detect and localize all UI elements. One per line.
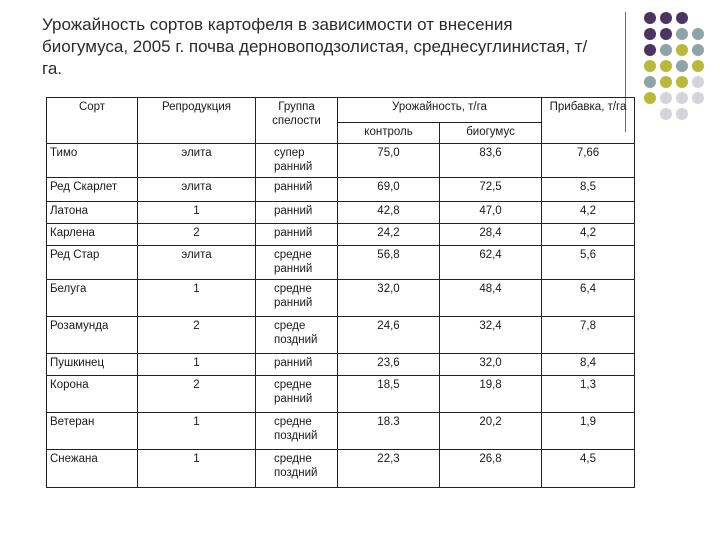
table-row: [47, 317, 635, 354]
cell-variety: Тимо: [47, 144, 138, 178]
dot: [644, 12, 656, 24]
dot: [692, 76, 704, 88]
dot: [692, 92, 704, 104]
cell-maturity: средне поздний: [256, 413, 338, 450]
table-row: [47, 450, 635, 488]
cell-maturity: ранний: [256, 354, 338, 376]
cell-reproduction: элита: [138, 246, 256, 280]
cell-biohumus: 32,0: [440, 354, 542, 376]
header-maturity-group: Группа спелости: [256, 98, 338, 144]
cell-maturity: среде поздний: [256, 317, 338, 354]
dot: [660, 12, 672, 24]
table-row: [47, 376, 635, 413]
page-title: Урожайность сортов картофеля в зависимости от внесения биогумуса, 2005 г. почва дерновоподзолистая, среднесуглинистая, т/га.: [42, 15, 588, 78]
cell-reproduction: 1: [138, 202, 256, 224]
dot: [644, 60, 656, 72]
cell-variety: Снежана: [47, 450, 138, 488]
dot: [660, 108, 672, 120]
dot: [676, 76, 688, 88]
header-reproduction: Репродукция: [138, 98, 256, 144]
dot: [660, 92, 672, 104]
cell-control: 32,0: [338, 280, 440, 317]
cell-biohumus: 47,0: [440, 202, 542, 224]
yield-table: [46, 97, 635, 488]
cell-biohumus: 19,8: [440, 376, 542, 413]
cell-variety: Карлена: [47, 224, 138, 246]
dot: [692, 44, 704, 56]
cell-increase: 4,2: [542, 224, 635, 246]
cell-reproduction: 2: [138, 376, 256, 413]
dot: [692, 28, 704, 40]
cell-increase: 1,9: [542, 413, 635, 450]
cell-control: 75,0: [338, 144, 440, 178]
cell-reproduction: 2: [138, 224, 256, 246]
cell-variety: Корона: [47, 376, 138, 413]
dot: [660, 28, 672, 40]
dot: [676, 12, 688, 24]
dot: [644, 76, 656, 88]
cell-increase: 7,66: [542, 144, 635, 178]
cell-increase: 7,8: [542, 317, 635, 354]
table-row: [47, 354, 635, 376]
dot: [692, 60, 704, 72]
header-yield: Урожайность, т/га: [338, 98, 542, 123]
cell-control: 22,3: [338, 450, 440, 488]
cell-variety: Ветеран: [47, 413, 138, 450]
cell-control: 24,6: [338, 317, 440, 354]
cell-increase: 4,5: [542, 450, 635, 488]
cell-control: 18.3: [338, 413, 440, 450]
cell-maturity: ранний: [256, 224, 338, 246]
table-row: [47, 144, 635, 178]
cell-reproduction: элита: [138, 144, 256, 178]
header-control: контроль: [338, 123, 440, 144]
cell-control: 56,8: [338, 246, 440, 280]
cell-reproduction: 1: [138, 354, 256, 376]
dot: [644, 92, 656, 104]
cell-control: 23,6: [338, 354, 440, 376]
cell-variety: Розамунда: [47, 317, 138, 354]
cell-biohumus: 20,2: [440, 413, 542, 450]
cell-reproduction: 1: [138, 280, 256, 317]
cell-variety: Белуга: [47, 280, 138, 317]
cell-control: 42,8: [338, 202, 440, 224]
cell-maturity: средне ранний: [256, 246, 338, 280]
table-row: [47, 224, 635, 246]
cell-biohumus: 48,4: [440, 280, 542, 317]
dot: [644, 44, 656, 56]
cell-variety: Пушкинец: [47, 354, 138, 376]
cell-biohumus: 72,5: [440, 178, 542, 202]
dot: [644, 28, 656, 40]
cell-increase: 4,2: [542, 202, 635, 224]
header-biohumus: биогумус: [440, 123, 542, 144]
cell-maturity: ранний: [256, 202, 338, 224]
cell-biohumus: 62,4: [440, 246, 542, 280]
header-variety: Сорт: [47, 98, 138, 144]
table-row: [47, 246, 635, 280]
cell-variety: Ред Стар: [47, 246, 138, 280]
header-increase: Прибавка, т/га: [542, 98, 635, 144]
cell-reproduction: 1: [138, 450, 256, 488]
cell-increase: 1,3: [542, 376, 635, 413]
cell-control: 69,0: [338, 178, 440, 202]
cell-biohumus: 26,8: [440, 450, 542, 488]
cell-maturity: средне ранний: [256, 280, 338, 317]
cell-reproduction: 2: [138, 317, 256, 354]
cell-reproduction: элита: [138, 178, 256, 202]
cell-increase: 5,6: [542, 246, 635, 280]
cell-control: 24,2: [338, 224, 440, 246]
cell-reproduction: 1: [138, 413, 256, 450]
cell-maturity: ранний: [256, 178, 338, 202]
table-row: [47, 280, 635, 317]
cell-increase: 8,4: [542, 354, 635, 376]
dot: [676, 28, 688, 40]
cell-maturity: супер ранний: [256, 144, 338, 178]
cell-control: 18,5: [338, 376, 440, 413]
dot: [676, 60, 688, 72]
dot: [660, 44, 672, 56]
dot: [676, 108, 688, 120]
decorative-dot-grid: [642, 12, 720, 122]
dot: [676, 44, 688, 56]
table-row: [47, 413, 635, 450]
cell-maturity: средне поздний: [256, 450, 338, 488]
dot: [676, 92, 688, 104]
cell-maturity: средне ранний: [256, 376, 338, 413]
cell-biohumus: 28,4: [440, 224, 542, 246]
cell-biohumus: 83,6: [440, 144, 542, 178]
table-row: [47, 178, 635, 202]
cell-increase: 6,4: [542, 280, 635, 317]
table-row: [47, 202, 635, 224]
cell-biohumus: 32,4: [440, 317, 542, 354]
dot: [660, 60, 672, 72]
cell-increase: 8,5: [542, 178, 635, 202]
dot: [660, 76, 672, 88]
cell-variety: Ред Скарлет: [47, 178, 138, 202]
cell-variety: Латона: [47, 202, 138, 224]
